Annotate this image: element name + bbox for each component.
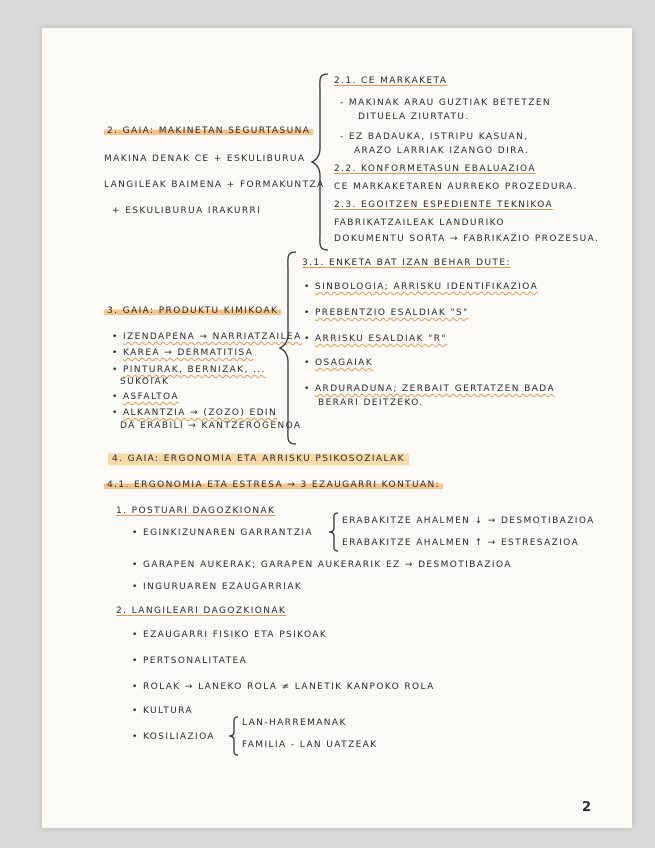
section-2-3-heading: 2.3. EGOITZEN ESPEDIENTE TEKNIKOA	[334, 200, 554, 210]
section-3-1-heading: 3.1. ENKETA BAT IZAN BEHAR DUTE:	[302, 258, 511, 268]
section-2-1-heading: 2.1. CE MARKAKETA	[334, 76, 448, 86]
section-3-1-item: • ARDURADUNA; ZERBAIT GERTATZEN BADA	[304, 384, 556, 394]
gaia2-left-line: + ESKULIBURUA IRAKURRI	[112, 206, 262, 216]
gaia3-title: 3. GAIA: PRODUKTU KIMIKOAK	[104, 306, 281, 316]
gaia3-bullet: • KAREA → DERMATITISA	[112, 348, 254, 358]
s1-item: • INGURUAREN EZAUGARRIAK	[132, 582, 303, 592]
section-2-1-line: ARAZO LARRIAK IZANGO DIRA.	[354, 146, 530, 156]
s2-branch: FAMILIA - LAN UATZEAK	[242, 740, 378, 750]
gaia3-bullet-cont: SUKOIAK	[120, 377, 170, 387]
section-3-1-item-cont: BERARI DEITZEKO.	[318, 398, 424, 408]
gaia3-bullet: • ASFALTOA	[112, 392, 179, 402]
gaia2-left-line: LANGILEAK BAIMENA + FORMAKUNTZA	[104, 180, 325, 190]
gaia2-title: 2. GAIA: MAKINETAN SEGURTASUNA	[104, 126, 313, 136]
s2-item: • ROLAK → LANEKO ROLA ≠ LANETIK KANPOKO ROLA	[132, 682, 435, 692]
section-2-1-line: - MAKINAK ARAU GUZTIAK BETETZEN	[340, 98, 552, 108]
s2-item: • EZAUGARRI FISIKO ETA PSIKOAK	[132, 630, 328, 640]
s1-item: • GARAPEN AUKERAK; GARAPEN AUKERARIK EZ → DESMOTIBAZIOA	[132, 560, 512, 570]
section-3-1-item: • ARRISKU ESALDIAK "R"	[304, 334, 447, 344]
gaia3-bullet: • PINTURAK, BERNIZAK, ...	[112, 365, 266, 375]
section-2-2-heading: 2.2. KONFORMETASUN EBALUAZIOA	[334, 164, 536, 174]
gaia2-left-line: MAKINA DENAK CE + ESKULIBURUA	[104, 154, 306, 164]
gaia2-brace	[310, 72, 330, 252]
section-3-1-item: • SINBOLOGIA; ARRISKU IDENTIFIKAZIOA	[304, 282, 539, 292]
s1-brace	[328, 512, 340, 552]
gaia3-bullet: • ALKANTZIA → (ZOZO) EDIN	[112, 408, 278, 418]
section-2-1-line: DITUELA ZIURTATU.	[358, 112, 470, 122]
section-2-1-line: - EZ BADAUKA, ISTRIPU KASUAN,	[340, 132, 529, 142]
gaia3-brace	[278, 250, 298, 446]
page-number: 2	[582, 800, 593, 815]
s1-heading: 1. POSTUARI DAGOZKIONAK	[116, 506, 276, 516]
gaia3-bullet: • IZENDAPENA → NARRIATZAILEA	[112, 332, 302, 342]
s1-branch: ERABAKITZE AHALMEN ↑ → ESTRESAZIOA	[342, 538, 580, 548]
s1-item: • EGINKIZUNAREN GARRANTZIA	[132, 528, 313, 538]
section-3-1-item: • OSAGAIAK	[304, 358, 373, 368]
gaia4-subtitle: 4.1. ERGONOMIA ETA ESTRESA → 3 EZAUGARRI KONTUAN:	[104, 480, 443, 490]
notebook-page	[42, 28, 632, 828]
s1-branch: ERABAKITZE AHALMEN ↓ → DESMOTIBAZIOA	[342, 516, 595, 526]
s2-item: • KULTURA	[132, 706, 193, 716]
section-3-1-item: • PREBENTZIO ESALDIAK "S"	[304, 308, 469, 318]
gaia3-bullet-cont: DA ERABILI → KANTZEROGENOA	[120, 421, 302, 431]
section-2-2-line: CE MARKAKETAREN AURREKO PROZEDURA.	[334, 182, 578, 192]
section-2-3-line: FABRIKATZAILEAK LANDURIKO	[334, 218, 505, 228]
gaia4-title: 4. GAIA: ERGONOMIA ETA ARRISKU PSIKOSOZIALAK	[108, 454, 409, 464]
s2-item: • PERTSONALITATEA	[132, 656, 248, 666]
s2-item: • KOSILIAZIOA	[132, 732, 215, 742]
s2-heading: 2. LANGILEARI DAGOZKIONAK	[116, 606, 287, 616]
s2-brace	[228, 716, 240, 756]
section-2-3-line: DOKUMENTU SORTA → FABRIKAZIO PROZESUA.	[334, 234, 600, 244]
s2-branch: LAN-HARREMANAK	[242, 718, 347, 728]
